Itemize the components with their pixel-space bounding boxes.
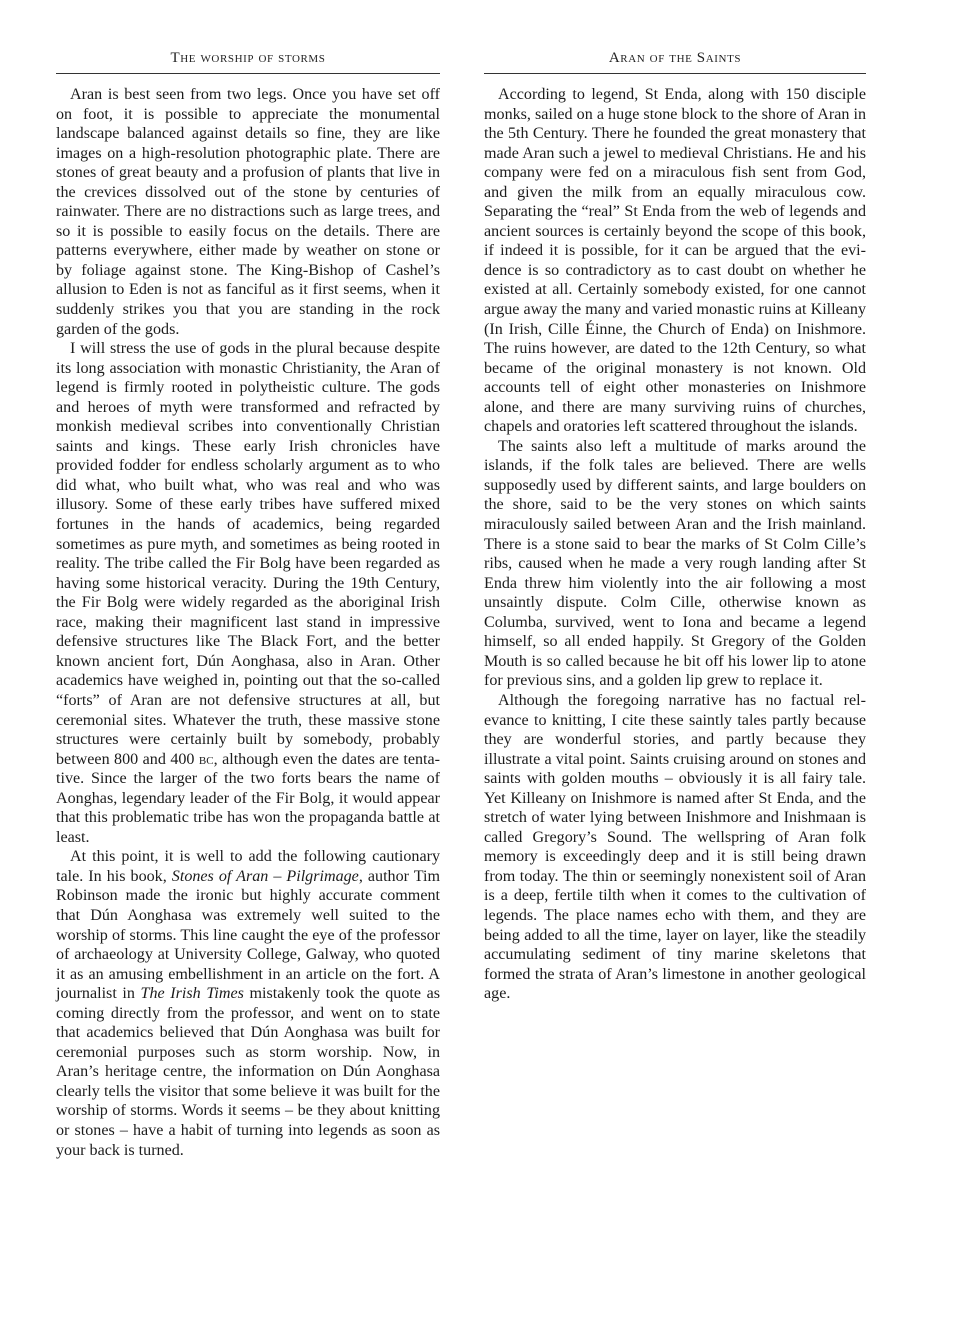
header-rule-right [484, 73, 866, 74]
running-head-right: Aran of the Saints [608, 50, 742, 66]
text-run: Aran is best seen from two legs. Once you have set off on foot, it is possible to appreciate the monumental landscape balanced against details so fine, they are like images on a high-resolution photographic plate. There are stones of great beauty and a profusion of plants that live in the crevices dissolved out of the stone by centuries of rainwater. There are no distractions such as large trees, and so it is possible to easily focus on the details. There are patterns everywhere, either made by weather on stone or by foliage against stone. The King-Bishop of Cashel’s allusion to Eden is not as fanciful as it first seems, when it suddenly strikes you that you are standing in the rock garden of the gods. [56, 86, 440, 338]
text-run: , although even the dates are tentative. Since the larger of the two forts bears the name of Aonghas, legendary leader of the Fir Bolg, it would appear that this problematic tribe has won the propaganda battle at least. [56, 750, 441, 846]
body-text-left [56, 85, 440, 1160]
newspaper-title: The Irish Times [140, 985, 244, 1003]
paragraph [56, 847, 440, 1160]
text-run: I will stress the use of gods in the plural because despite its long association with monastic Christianity, the Aran of legend is firmly rooted in polytheistic culture. The gods and heroes of myth were transformed and refracted by monkish medieval scribes into conventionally Christian saints and kings. These early Irish chronicles have provided fodder for endless scholarly argument as to who did what, who built what, who was real and who was illusory. Some of these early tribes have suffered mixed fortunes in the hands of academics, being regarded sometimes as pure myth, and sometimes as being rooted in reality. The tribe called the Fir Bolg have been regarded as having some historical veracity. During the 19th Century, the Fir Bolg were widely regarded as the aboriginal Irish race, making their magnificent last stand in impressive defensive structures like The Black Fort, and the better known ancient fort, Dún Aonghasa, also in Aran. Other academics have weighed in, pointing out that the so-called “forts” of Aran are not defensive structures at all, but ceremonial sites. Whatever the truth, these massive stone structures were certainly built by somebody, probably between 800 and 400 [56, 340, 440, 768]
paragraph [56, 85, 440, 339]
header-rule-left [56, 73, 440, 74]
book-title: Stones of Aran – Pilgrimage [171, 867, 359, 885]
text-run: mistakenly took the quote as coming directly from the professor, and went on to state that academics believed that Dún Aonghasa was built for ceremonial purposes such as storm worship. Now, in Aran’s heritage centre, the information on Dún Aonghasa clearly tells the visitor that some believe it was built for the worship of storms. Words it seems – be they about knitting or stones – have a habit of turning into legends as soon as your back is turned. [56, 985, 441, 1159]
paragraph [484, 691, 866, 1004]
text-run: Although the foregoing narrative has no factual relevance to knitting, I cite these saintly tales partly because they are wonderful stories, and partly because they illustrate a vital point. Saints cruising around on stones and saints with golden mouths – obviously it is all fairy tale. Yet Killeany on Inishmore is named after St Enda, and the stretch of water lying between Inishmore and Inishmaan is called Gregory’s Sound. The wellspring of Aran folk memory is exceedingly deep and it is still being drawn from today. The thin or seemingly nonexistent soil of Aran is a deep, fertile tilth when it comes to the cultivation of legends. The place names echo with them, and they are being added to all the time, layer on layer, like the steadily accumulating sediment of tiny marine skeletons that formed the strata of Aran’s limestone in another geological age. [484, 691, 866, 1003]
running-head-left: The worship of storms [170, 50, 326, 66]
text-run-small-caps: bc [198, 750, 214, 768]
text-run: According to legend, St Enda, along with 150 disciple monks, sailed on a huge stone block to the shore of Aran in the 5th Century. There he founded the great monastery that made Aran such a jewel to medieval Christians. He and his company were fed on a miraculous fish sent from God, and given the milk from an equally miraculous cow. Separating the “real” St Enda from the web of legends and ancient sources is certainly beyond the scope of this book, if indeed it is possible, for it can be argued that the evidence is so contradictory as to cast doubt on whether he existed at all. Certainly somebody existed, for one cannot argue away the many and varied monastic ruins at Killeany (In Irish, Cille Éinne, the Church of Enda) on Inishmore. The ruins however, are dated to the 12th Century, so what became of the original monastery is not known. Old accounts tell of eight other monasteries on Inishmore alone, and there are many surviving ruins of churches, chapels and oratories left scattered throughout the islands. [484, 86, 866, 436]
text-run: At this point, it is well to add the following cautionary tale. In his book, [56, 848, 440, 885]
paragraph [484, 85, 866, 437]
text-run: The saints also left a multitude of marks around the islands, if the folk tales are believed. There are wells supposedly used by different saints, and large boulders on the shore, said to be the very stones on which saints miraculously sailed between Aran and the Irish mainland. There is a stone said to bear the marks of St Colm Cille’s ribs, caused when he made a very rough landing after St Enda threw him violently into the air following a most unsaintly dispute. Colm Cille, otherwise known as Columba, survived, went to Iona and became a legend himself, so all ended happily. St Gregory of the Golden Mouth is so called because he bit off his lower lip to atone for previous sins, and a golden lip grew to replace it. [484, 437, 866, 690]
paragraph [56, 339, 440, 847]
paragraph [484, 437, 866, 691]
text-run: , author Tim Robinson made the ironic but highly accurate comment that Dún Aonghasa was extremely well suited to the worship of storms. This line caught the eye of the professor of archaeology at University College, Galway, who quoted it as an amusing embellishment in an article on the fort. A journalist in [56, 867, 440, 1003]
body-text-right [484, 85, 866, 1004]
